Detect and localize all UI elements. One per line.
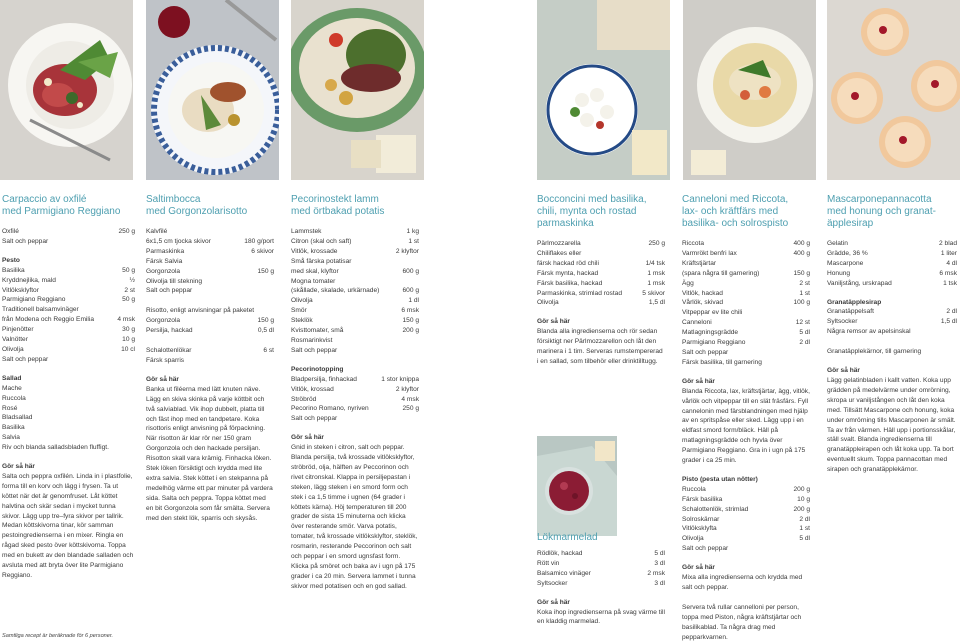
ingredient-row: Persilja, hackad 0,5 dl <box>146 327 274 335</box>
recipe-pannacotta <box>827 194 957 475</box>
ingredient-row: Gelatin 2 blad <box>827 240 957 247</box>
section-heading: Gör så här <box>291 434 324 442</box>
ingredient-row: Kryddnejlika, mald ½ <box>2 276 135 284</box>
ingredient-row: med skal, klyftor 600 g <box>291 267 419 275</box>
ingredient-row: Rödlök, hackad 5 dl <box>537 550 665 557</box>
instructions: Gnid in steken i citron, salt och peppar. Blanda persilja, två krossade vitlöksklyftor, ströbröd, olja, hälften av Peccorinon och rivet citronskal. Klappa in persiljepastan i steken, lägg steken i en smord form och stek i ca 1,5 timme i ugnen (64 grader i köttets kärna). Höj temperaturen till 200 grader de sista 15 minuterna och klicka över resterande smör. Varva potatis, tomater, två krossade vitlöksklyftor, steklök, rosmarin, resterande Peccorinon och salt och peppar i en smord ugnsfast form. Klicka på smöret och baka av i ugn på 175 grader i ca 20 min. Servera lammet i tunna skivor med potatisen och en god sallad. <box>291 444 418 590</box>
ingredient-row: Vitpeppar ev lite chili <box>682 309 743 317</box>
ingredient-row: Citron (skal och saft) 1 st <box>291 237 419 245</box>
ingredient-row: Små färska potatisar <box>291 257 352 265</box>
ingredient-row: Salvia <box>2 434 20 442</box>
ingredient-row: Oxfilé 250 g <box>2 228 135 235</box>
recipe-lokmarmelad <box>537 532 665 627</box>
ingredient-row: Riccota 400 g <box>682 240 810 247</box>
section-heading: Gör så här <box>537 598 570 606</box>
recipe-title: Carpaccio av oxfilé med Parmigiano Reggiano <box>2 194 121 217</box>
recipe-title: Mascarponepannacotta med honung och granat- äpplesirap <box>827 194 936 229</box>
ingredient-row: Parmigiano Reggiano 50 g <box>2 296 135 304</box>
section-heading: Granatäpplesirap <box>827 298 882 306</box>
instructions: Koka ihop ingredienserna på svag värme till en kladdig marmelad. <box>537 608 665 626</box>
ingredient-row: Lammstek 1 kg <box>291 228 419 235</box>
section-heading: Pecorinotopping <box>291 365 344 373</box>
ingredient-row: från Modena och Reggio Emilia 4 msk <box>2 316 135 324</box>
instructions: Lägg gelatinbladen i kallt vatten. Koka upp grädden på medelvärme under omrörning, skropa ur vaniljstången och låt den koka med. Tillsätt Mascarpone och honung, koka under omrörning tills Mascarponen är smält. Ta av från värmen. Häll upp i portionsskålar, ställ svalt. Blanda ingredienserna till granatäppleirapen och låt koka upp. Ta bort eventuellt skum. Toppa pannacottan med sirapen och granatäpplekärnor. <box>827 376 956 474</box>
ingredient-row: Schalottenlök, strimlad 200 g <box>682 505 810 513</box>
ingredient-row: Ruccola 200 g <box>682 485 810 493</box>
section-heading: Gör så här <box>2 463 35 471</box>
ingredient-row: (spara några till garnering) 150 g <box>682 269 810 277</box>
ingredient-row: Vitlök, krossad 2 klyftor <box>291 385 419 393</box>
footnote: Samtliga recept är beräknade för 6 personer. <box>2 633 114 639</box>
recipe-title: Pecorinostekt lamm med örtbakad potatis <box>291 194 385 217</box>
ingredient-row: Färsk sparris <box>146 356 185 364</box>
recipe-canneloni <box>682 194 810 641</box>
ingredient-row: Syltsocker 1,5 dl <box>827 318 957 326</box>
ingredient-row: Varmrökt benfri lax 400 g <box>682 249 810 257</box>
ingredient-row: Matlagningsgrädde 5 dl <box>682 329 810 337</box>
ingredient-row: Pinjenötter 30 g <box>2 326 135 334</box>
ingredient-row: Olivolja till stekning <box>146 277 203 285</box>
ingredient-row: Balsamico vinäger 2 msk <box>537 569 665 577</box>
ingredient-row: Bladsallad <box>2 414 33 422</box>
ingredient-row: Olivolja 1 dl <box>291 297 419 305</box>
ingredient-row: Risotto, enligt anvisningar på paketet <box>146 307 255 315</box>
bocconcini-photo <box>537 0 670 180</box>
ingredient-row: Vitlök, hackad 1 st <box>682 289 810 297</box>
ingredient-row: Honung 6 msk <box>827 269 957 277</box>
ingredient-row: Granatäppelsaft 2 dl <box>827 308 957 316</box>
section-heading: Pesto <box>2 256 20 264</box>
ingredient-row: Granatäpplekärnor, till garnering <box>827 348 922 356</box>
ingredient-row: Salt och peppar <box>291 415 338 423</box>
ingredient-row: Riv och blanda salladsbladen fluffigt. <box>2 444 109 452</box>
ingredient-row: Traditionell balsamvinäger <box>2 306 79 314</box>
ingredient-row: Färsk basilika, hackad 1 msk <box>537 279 665 287</box>
ingredient-row: Rött vin 3 dl <box>537 559 665 567</box>
ingredient-row: Vaniljstång, urskrapad 1 tsk <box>827 279 957 287</box>
ingredient-row: Färsk Salvia <box>146 257 183 265</box>
ingredient-row: Salt och peppar <box>146 287 193 295</box>
ingredient-row: Vitlöksklyftor 2 st <box>2 286 135 294</box>
ingredient-row: Pecorino Romano, nyriven 250 g <box>291 405 419 413</box>
section-heading: Gör så här <box>682 564 715 572</box>
recipe-lamb <box>291 194 419 592</box>
section-heading: Gör så här <box>827 367 860 375</box>
ingredient-row: Basilika 50 g <box>2 266 135 274</box>
ingredient-row: Olivolja 1,5 dl <box>537 299 665 307</box>
ingredient-row: Gorgonzola 150 g <box>146 317 274 325</box>
ingredient-row: Grädde, 36 % 1 liter <box>827 249 957 257</box>
ingredient-row: Canneloni 12 st <box>682 319 810 327</box>
ingredient-row: Salt och peppar <box>291 346 338 354</box>
ingredient-row: Färsk mynta, hackad 1 msk <box>537 269 665 277</box>
ingredient-row: Några remsor av apelsinskal <box>827 328 911 336</box>
section-heading: Pisto (pesta utan nötter) <box>682 475 758 483</box>
recipe-bocconcini <box>537 194 665 367</box>
instructions: Blanda Riccota, lax, kräftstjärtar, ägg, vitlök, vårlök och vitpeppar till en slät fräsfärs. Fyll cannelonin med färsblandningen med hjälp av en spritspåse eller sked. Lägg upp i en eldfast smord form/bläck. Häll på matlagningsgrädde och hyvla över Parmigiano Reggiano. Gra in i ugn på 175 grader i ca 25 min. <box>682 387 810 465</box>
ingredient-row: Olivolja 5 dl <box>682 535 810 543</box>
ingredient-row: Salt och peppar <box>2 355 49 363</box>
instructions: Banka ut filéerna med lätt knuten näve. Lägg en skiva skinka på varje köttbit och två salviablad. Vik ihop dubbelt, platta till och fäst ihop med en tandpetare. Koka risottoris enligt anvisning på förpackning. När risotton är klar rör ner 150 gram Gorgonzola och den hackade persiljan. Risotton skall vara krämig. Finhacka löken. Stek löken försiktigt och krydda med lite extra salvia. Stek köttet i en stekpanna på medelhög värme ett par minuter på vardera sida. Salta och peppra. Toppa köttet med en bit Gorgonzola som får smälta. Servera med den stekt lök, sparris och skysås. <box>146 385 273 522</box>
ingredient-row: Färsk basilika, till garnering <box>682 358 762 366</box>
recipe-saltimbocca <box>146 194 274 523</box>
ingredient-row: Basilika <box>2 424 25 432</box>
ingredient-row: Kvisttomater, små 200 g <box>291 327 419 335</box>
ingredient-row: Mascarpone 4 dl <box>827 259 957 267</box>
ingredient-row: Färsk basilika 10 g <box>682 495 810 503</box>
ingredient-row: Salt och peppar <box>682 348 729 356</box>
instructions: Mixa alla ingredienserna och krydda med salt och peppar. <box>682 574 803 591</box>
ingredient-row: Parmaskinka 6 skivor <box>146 247 274 255</box>
lamb-photo <box>291 0 424 180</box>
recipe-title: Canneloni med Riccota, lax- och kräftfärs med basilika- och solrospisto <box>682 194 789 229</box>
recipe-title: Saltimbocca med Gorgonzolarisotto <box>146 194 248 217</box>
ingredient-row: Gorgonzola 150 g <box>146 267 274 275</box>
ingredient-row: Salt och peppar <box>2 237 49 245</box>
recipe-carpaccio <box>2 194 135 581</box>
ingredient-row: Mache <box>2 384 22 392</box>
ingredient-row: Syltsocker 3 dl <box>537 579 665 587</box>
section-heading: Gör så här <box>537 318 570 326</box>
ingredient-row: Steklök 150 g <box>291 317 419 325</box>
recipe-title: Bocconcini med basilika, chili, mynta och rostad parmaskinka <box>537 194 647 229</box>
ingredient-row: färsk hackad röd chili 1/4 tsk <box>537 259 665 267</box>
ingredient-row: Schalottenlökar 6 st <box>146 347 274 355</box>
ingredient-row: Vitlök, krossade 2 klyftor <box>291 247 419 255</box>
section-heading: Gör så här <box>146 375 179 383</box>
pannacotta-photo <box>827 0 960 180</box>
ingredient-row: Parmigiano Reggiano 2 dl <box>682 339 810 347</box>
ingredient-row: Vårlök, skivad 100 g <box>682 299 810 307</box>
onion-marmalade-photo <box>537 436 617 536</box>
ingredient-row: Kalvfilé <box>146 228 168 235</box>
ingredient-row: Ägg 2 st <box>682 279 810 287</box>
ingredient-row: Parmaskinka, strimlad rostad 5 skivor <box>537 289 665 297</box>
instructions: Blanda alla ingredienserna och rör sedan försiktigt ner Pärlmozzarellon och låt den marinera i 1 tim. Serveras rumstempererad i en sallad, som tilbehör eller drinktilltugg. <box>537 328 663 365</box>
ingredient-row: Vitlöksklyfta 1 st <box>682 525 810 533</box>
ingredient-row: Ströbröd 4 msk <box>291 395 419 403</box>
serving-note: Servera två rullar cannelloni per person, toppa med Piston, några kräftstjärtar och basilikablad. Ta några drag med pepparkvarnen. <box>682 603 802 641</box>
ingredient-row: Ruccola <box>2 394 26 402</box>
ingredient-row: Rosé <box>2 404 18 412</box>
ingredient-row: Salt och peppar <box>682 545 729 553</box>
ingredient-row: Solroskärnar 2 dl <box>682 515 810 523</box>
ingredient-row: Bladpersilja, finhackad 1 stor knippa <box>291 375 419 383</box>
ingredient-row: Pärlmozzarella 250 g <box>537 240 665 247</box>
ingredient-row: 6x1,5 cm tjocka skivor 180 g/port <box>146 237 274 245</box>
ingredient-row: Mogna tomater <box>291 277 336 285</box>
carpaccio-photo <box>0 0 133 180</box>
ingredient-row: Valnötter 10 g <box>2 336 135 344</box>
instructions: Salta och peppra oxfilén. Linda in i plastfolie, forma till en korv och lägg i frysen. Ta ut köttet när det är genomfruset. Låt köttet halvtina och skär sedan i mycket tunna skivor. Lägg upp tre–fyra skivor per tallrik. Medan köttskivorna tinar, kör samman pestoingredienserna i en mixer. Ringla en rågad sked pesto över köttskivorna. Toppa med en bukett av den blandade salladen och avsluta med att bryta över lite Parmigiano Reggiano. <box>2 472 134 579</box>
ingredient-row: Smör 6 msk <box>291 307 419 315</box>
ingredient-row: (skållade, skalade, urkärnade) 600 g <box>291 287 419 295</box>
section-heading: Gör så här <box>682 377 715 385</box>
section-heading: Sallad <box>2 374 22 382</box>
recipe-title: Lökmarmelad <box>537 532 598 543</box>
ingredient-row: Chiliflakes eller <box>537 249 582 257</box>
ingredient-row: Rosmarinkvist <box>291 336 333 344</box>
saltimbocca-photo <box>146 0 279 180</box>
canneloni-photo <box>683 0 816 180</box>
ingredient-row: Olivolja 10 cl <box>2 345 135 353</box>
ingredient-row: Kräftstjärtar <box>682 259 717 267</box>
